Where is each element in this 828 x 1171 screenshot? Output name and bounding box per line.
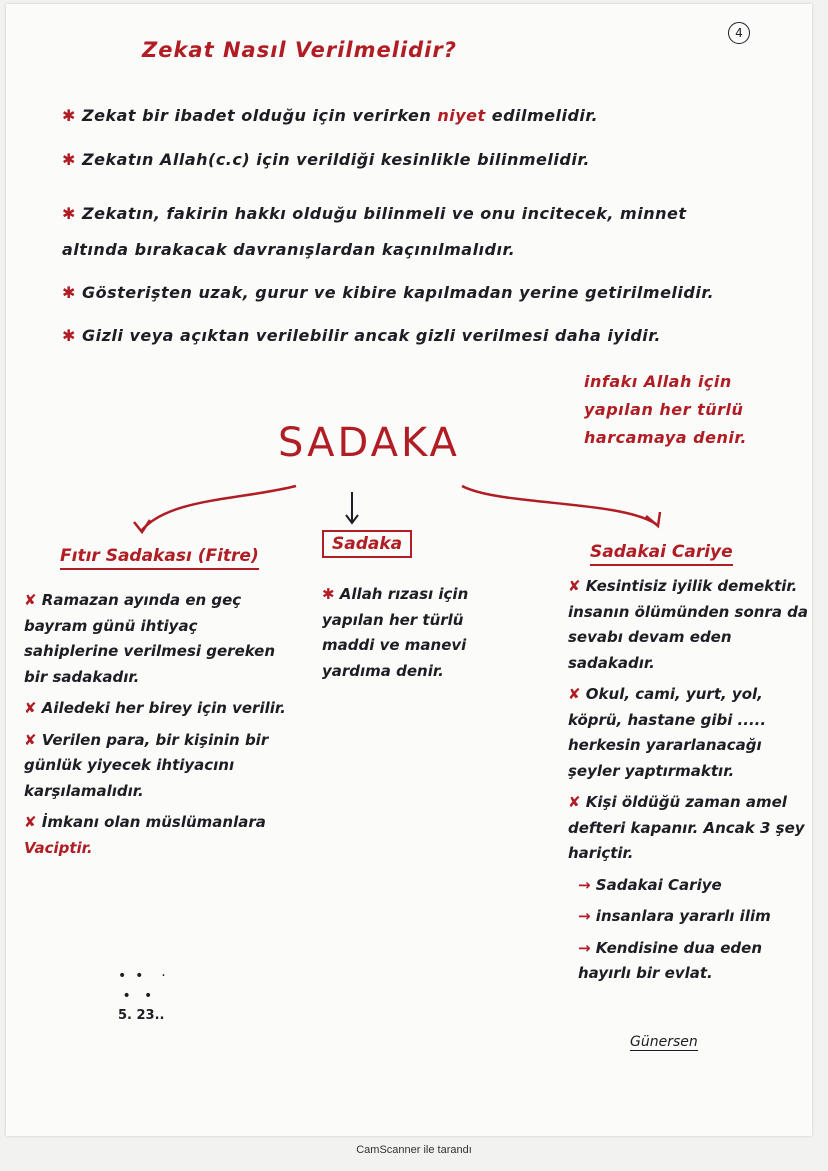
bullet-star-icon: ✱ bbox=[62, 204, 76, 223]
check-mark-icon: ✘ bbox=[24, 730, 42, 749]
arrow-right-icon: → bbox=[578, 875, 596, 894]
list-item: ✘ Kişi öldüğü zaman amel defteri kapanır. Ancak 3 şey hariçtir. bbox=[568, 793, 805, 862]
branch-arrows bbox=[0, 470, 828, 540]
dots-decoration: • • · bbox=[118, 968, 166, 984]
corner-marks: 5. 23.. bbox=[118, 1008, 165, 1023]
right-arrow-curve bbox=[462, 486, 656, 524]
rule-4-text: altında bırakacak davranışlardan kaçınılmalıdır. bbox=[62, 240, 516, 259]
bullet-star-icon: ✱ bbox=[322, 585, 340, 603]
left-arrow-curve bbox=[142, 486, 296, 530]
rule-line-4 bbox=[62, 240, 515, 259]
rule-1-text-end: edilmelidir. bbox=[485, 106, 599, 125]
rule-line-2 bbox=[62, 150, 590, 169]
footer-watermark: CamScanner ile tarandı bbox=[356, 1144, 472, 1156]
list-item: ✘ Verilen para, bir kişinin bir günlük yiyecek ihtiyacını karşılamalıdır. bbox=[24, 730, 269, 800]
infak-note bbox=[584, 368, 747, 452]
bullet-star-icon: ✱ bbox=[62, 326, 76, 345]
right-arrow-head bbox=[646, 512, 660, 526]
list-item: → insanlara yararlı ilim bbox=[578, 907, 771, 925]
arrow-right-icon: → bbox=[578, 938, 596, 957]
rule-6-text: Gizli veya açıktan verilebilir ancak gizli verilmesi daha iyidir. bbox=[81, 326, 661, 345]
rule-1-text: Zekat bir ibadet olduğu için verirken bbox=[81, 106, 438, 125]
bullet-star-icon: ✱ bbox=[62, 283, 76, 302]
check-mark-icon: ✘ bbox=[568, 577, 586, 595]
dots-decoration: • • bbox=[118, 988, 153, 1004]
rule-line-1 bbox=[62, 106, 598, 125]
list-item: → Sadakai Cariye bbox=[578, 875, 722, 894]
list-item: ✘ Ailedeki her birey için verilir. bbox=[24, 699, 286, 717]
check-mark-icon: ✘ bbox=[568, 793, 586, 811]
infak-note-line-3: harcamaya denir. bbox=[584, 428, 747, 447]
bullet-star-icon: ✱ bbox=[62, 150, 76, 169]
fitir-list bbox=[24, 588, 294, 861]
list-item: ✘ Okul, cami, yurt, yol, köprü, hastane gibi ..... herkesin yararlanacağı şeyler yaptırmaktır. bbox=[568, 685, 767, 780]
rule-line-3 bbox=[62, 204, 686, 223]
infak-note-line-2: yapılan her türlü bbox=[584, 400, 744, 419]
check-mark-icon: ✘ bbox=[24, 813, 42, 831]
signature: Günersen bbox=[630, 1034, 698, 1050]
check-mark-icon: ✘ bbox=[568, 685, 586, 703]
page-number: 4 bbox=[728, 22, 750, 44]
rule-5-text: Gösterişten uzak, gurur ve kibire kapılmadan yerine getirilmelidir. bbox=[81, 283, 715, 302]
sadaka-center-title: SADAKA bbox=[278, 420, 460, 466]
sadaka-definition bbox=[322, 582, 502, 684]
list-item: ✱ Allah rızası için yapılan her türlü maddi ve manevi yardıma denir. bbox=[322, 585, 469, 680]
arrow-right-icon: → bbox=[578, 907, 596, 925]
fitir-sadakasi-title: Fıtır Sadakası (Fitre) bbox=[60, 546, 259, 570]
corner-dots bbox=[118, 966, 166, 1026]
rule-line-5 bbox=[62, 283, 714, 302]
list-item: ✘ Kesintisiz iyilik demektir. insanın ölümünden sonra da sevabı devam eden sadakadır. bbox=[568, 577, 809, 672]
rule-1-highlight: niyet bbox=[437, 106, 486, 125]
sadaka-box-title: Sadaka bbox=[322, 530, 412, 558]
bullet-star-icon: ✱ bbox=[62, 106, 76, 125]
rule-2-text: Zekatın Allah(c.c) için verildiği kesinlikle bilinmelidir. bbox=[81, 150, 590, 169]
page-title: Zekat Nasıl Verilmelidir? bbox=[142, 38, 457, 62]
infak-note-line-1: infakı Allah için bbox=[584, 372, 732, 391]
rule-line-6 bbox=[62, 326, 661, 345]
list-item: ✘ İmkanı olan müslümanlara Vaciptir. bbox=[24, 813, 266, 857]
vaciptir-highlight: Vaciptir. bbox=[24, 838, 93, 857]
check-mark-icon: ✘ bbox=[24, 699, 42, 717]
check-mark-icon: ✘ bbox=[24, 591, 42, 609]
sadakai-cariye-list bbox=[568, 574, 812, 987]
list-item: → Kendisine dua eden hayırlı bir evlat. bbox=[578, 938, 762, 982]
sadakai-cariye-title: Sadakai Cariye bbox=[590, 542, 733, 566]
list-item: ✘ Ramazan ayında en geç bayram günü ihtiyaç sahiplerine verilmesi gereken bir sadakadır. bbox=[24, 591, 276, 686]
rule-3-text: Zekatın, fakirin hakkı olduğu bilinmeli ve onu incitecek, minnet bbox=[81, 204, 687, 223]
